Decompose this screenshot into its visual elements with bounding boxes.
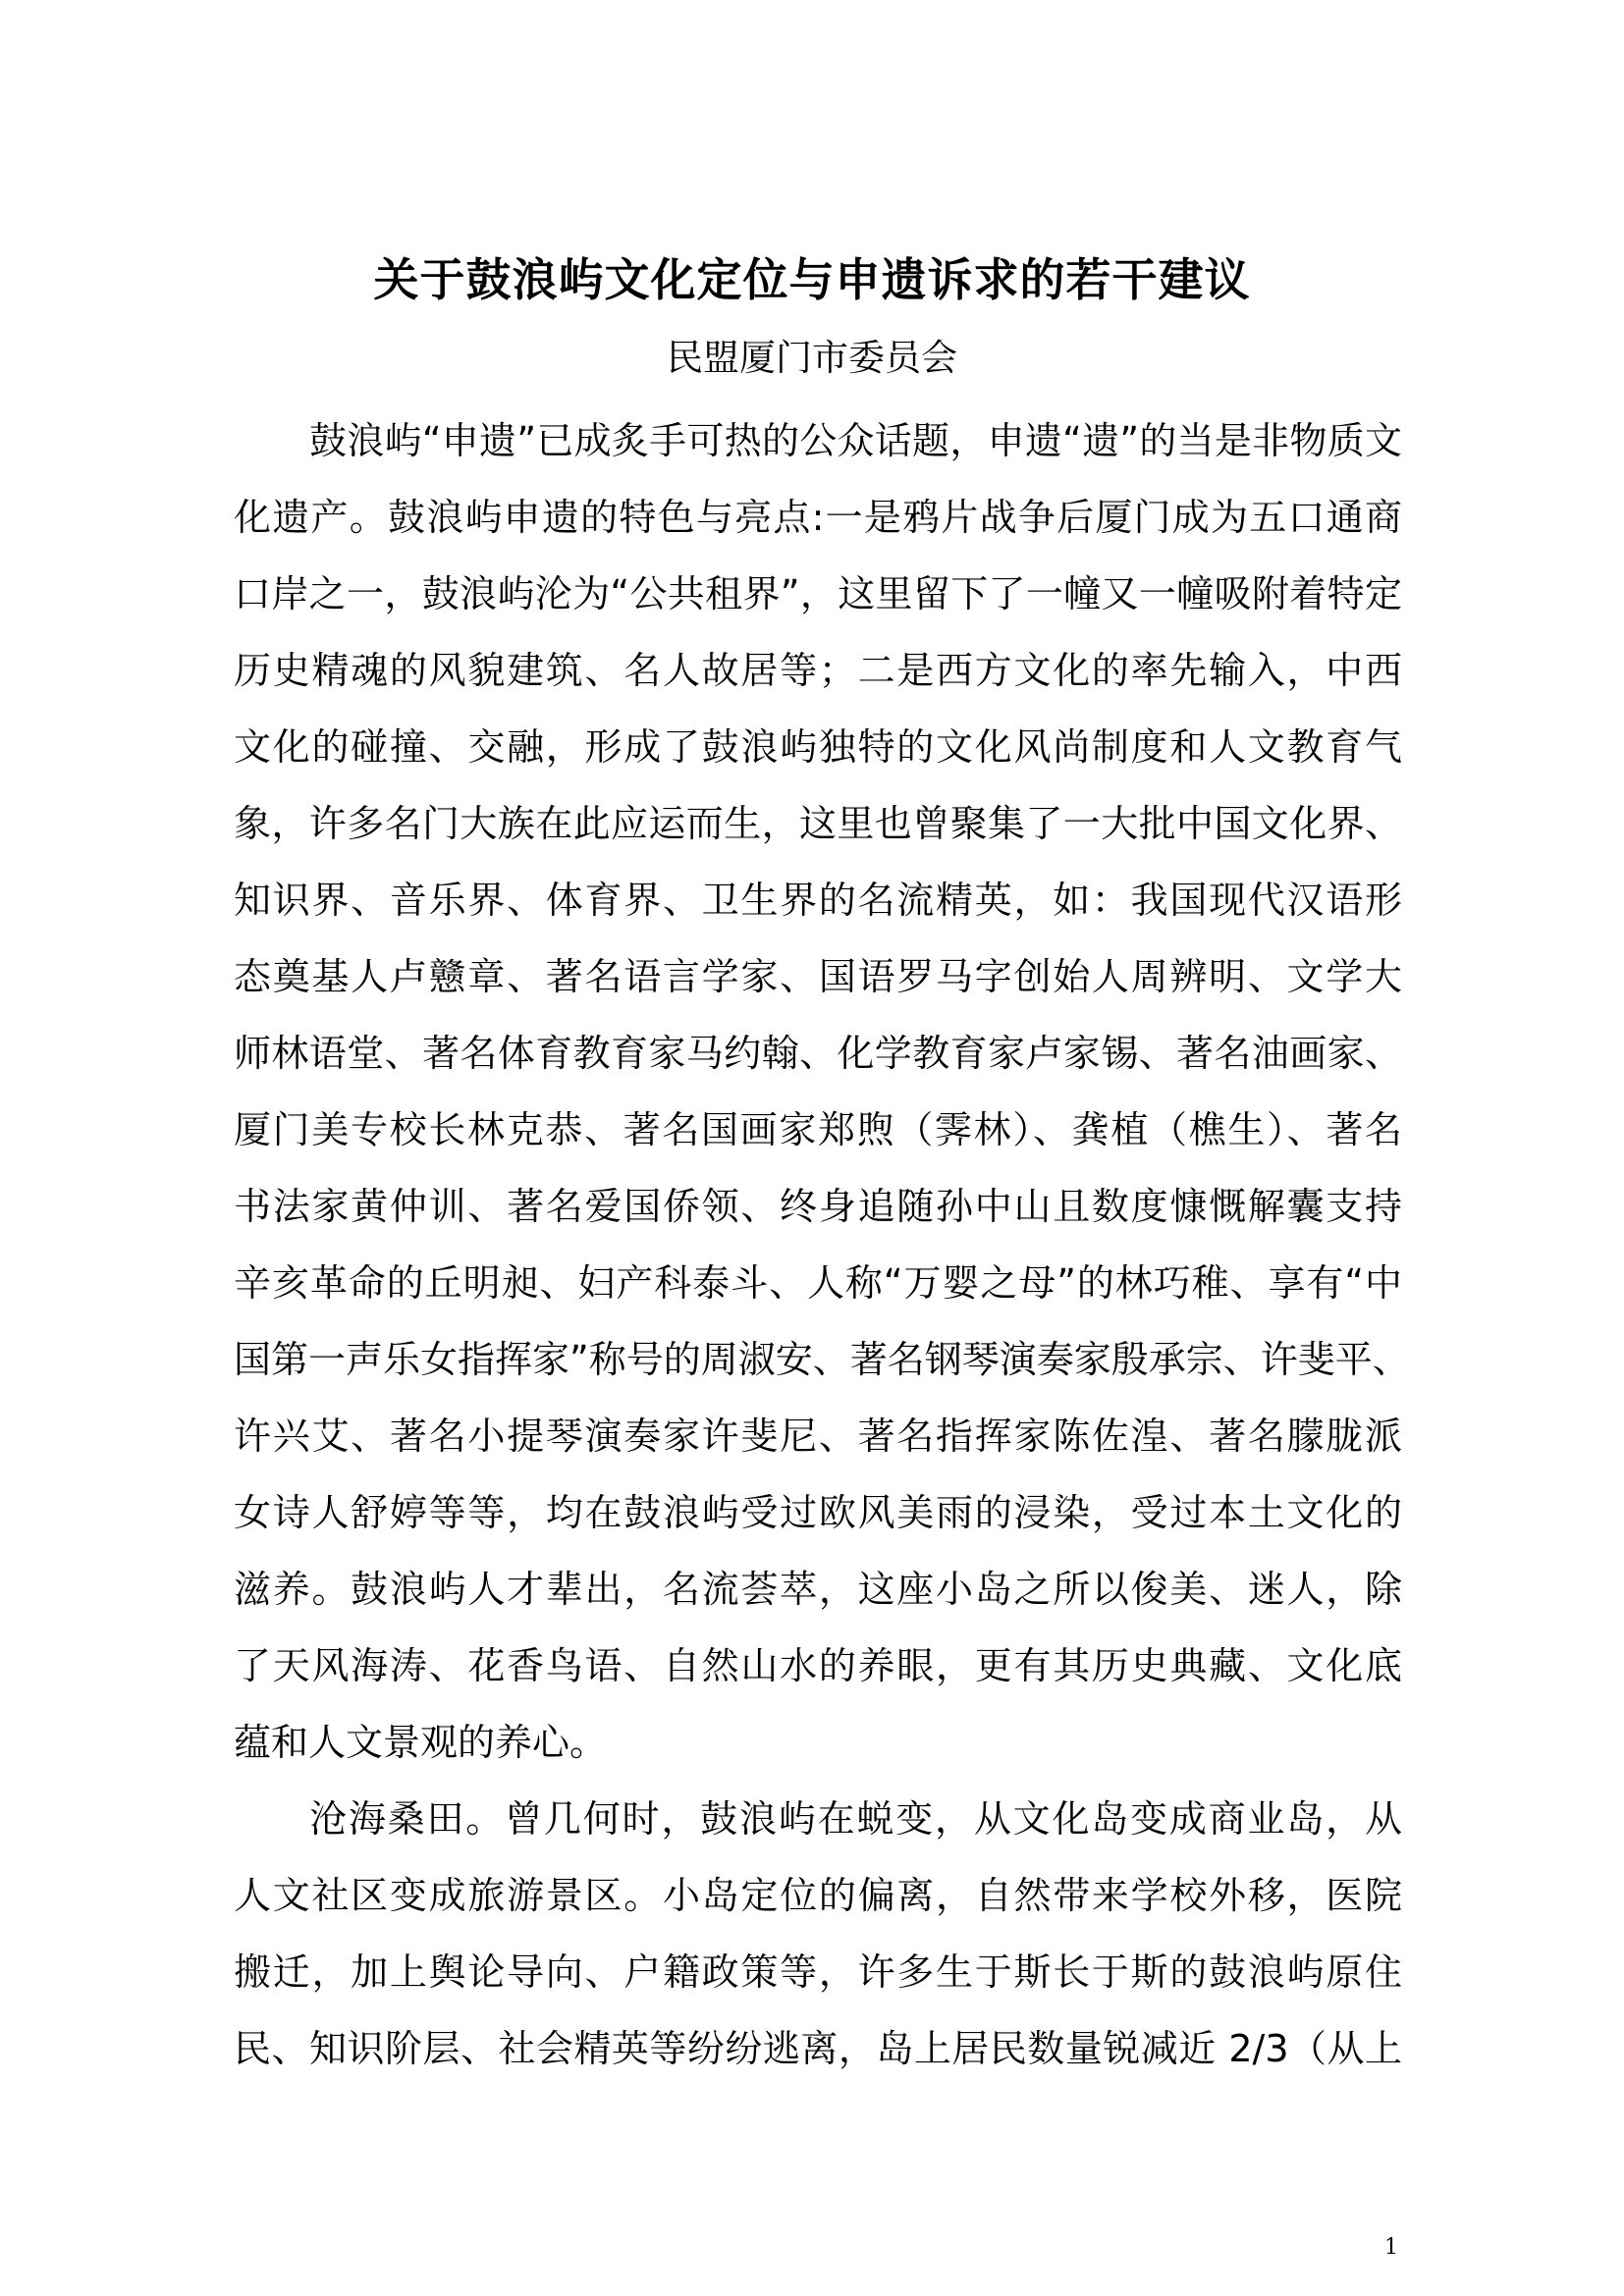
text-line: 女诗人舒婷等等，均在鼓浪屿受过欧风美雨的浸染，受过本土文化的 bbox=[234, 1491, 1402, 1534]
text-line: 人文社区变成旅游景区。小岛定位的偏离，自然带来学校外移，医院 bbox=[234, 1874, 1402, 1917]
text-line: 口岸之一，鼓浪屿沦为“公共租界”，这里留下了一幢又一幢吸附着特定 bbox=[234, 572, 1402, 615]
text-line: 化遗产。鼓浪屿申遗的特色与亮点:一是鸦片战争后厦门成为五口通商 bbox=[234, 496, 1402, 539]
text-line: 历史精魂的风貌建筑、名人故居等；二是西方文化的率先输入，中西 bbox=[234, 649, 1402, 692]
text-line: 搬迁，加上舆论导向、户籍政策等，许多生于斯长于斯的鼓浪屿原住 bbox=[234, 1950, 1402, 1994]
paragraph-1 bbox=[234, 402, 1410, 1781]
text-line: 辛亥革命的丘明昶、妇产科泰斗、人称“万婴之母”的林巧稚、享有“中 bbox=[234, 1261, 1402, 1305]
document-body bbox=[234, 402, 1410, 2087]
document-title: 关于鼓浪屿文化定位与申遗诉求的若干建议 bbox=[373, 253, 1251, 306]
text-line: 滋养。鼓浪屿人才辈出，名流荟萃，这座小岛之所以俊美、迷人，除 bbox=[234, 1568, 1402, 1611]
document-author: 民盟厦门市委员会 bbox=[667, 337, 957, 379]
paragraph-2 bbox=[234, 1781, 1402, 2087]
text-line: 沧海桑田。曾几何时，鼓浪屿在蜕变，从文化岛变成商业岛，从 bbox=[309, 1797, 1402, 1841]
text-line: 鼓浪屿“申遗”已成炙手可热的公众话题，申遗“遗”的当是非物质文 bbox=[309, 419, 1402, 462]
text-line: 蕴和人文景观的养心。 bbox=[234, 1721, 608, 1764]
text-line: 知识界、音乐界、体育界、卫生界的名流精英，如：我国现代汉语形 bbox=[234, 879, 1402, 922]
text-line: 民、知识阶层、社会精英等纷纷逃离，岛上居民数量锐减近 2/3（从上 bbox=[234, 2027, 1402, 2070]
text-line: 厦门美专校长林克恭、著名国画家郑煦（霁林）、龚植（樵生）、著名 bbox=[234, 1108, 1402, 1151]
text-line: 国第一声乐女指挥家”称号的周淑安、著名钢琴演奏家殷承宗、许斐平、 bbox=[234, 1338, 1410, 1381]
text-line: 了天风海涛、花香鸟语、自然山水的养眼，更有其历史典藏、文化底 bbox=[234, 1644, 1402, 1687]
text-line: 态奠基人卢戆章、著名语言学家、国语罗马字创始人周辨明、文学大 bbox=[234, 955, 1402, 998]
text-line: 许兴艾、著名小提琴演奏家许斐尼、著名指挥家陈佐湟、著名朦胧派 bbox=[234, 1415, 1402, 1458]
text-line: 象，许多名门大族在此应运而生，这里也曾聚集了一大批中国文化界、 bbox=[234, 802, 1402, 845]
text-line: 文化的碰撞、交融，形成了鼓浪屿独特的文化风尚制度和人文教育气 bbox=[234, 725, 1402, 769]
page-number: 1 bbox=[1384, 2235, 1398, 2260]
text-line: 书法家黄仲训、著名爱国侨领、终身追随孙中山且数度慷慨解囊支持 bbox=[234, 1185, 1402, 1228]
text-line: 师林语堂、著名体育教育家马约翰、化学教育家卢家锡、著名油画家、 bbox=[234, 1032, 1402, 1075]
